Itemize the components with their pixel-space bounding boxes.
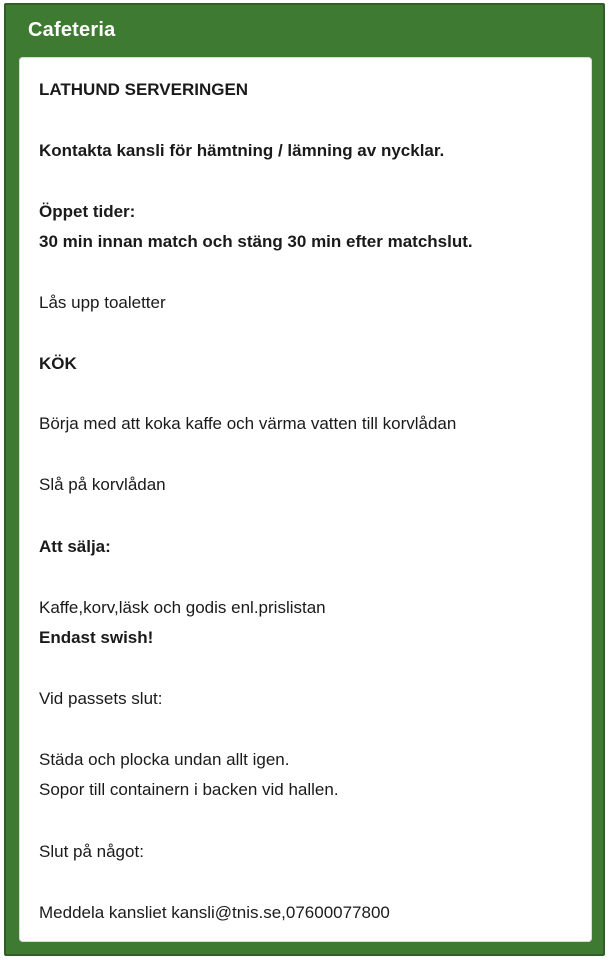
cafeteria-panel xyxy=(4,3,605,956)
sell-items-text: Kaffe,korv,läsk och godis enl.prislistan xyxy=(39,598,326,617)
kitchen-heading: KÖK xyxy=(39,354,77,373)
keys-instruction: Kontakta kansli för hämtning / lämning av nycklar. xyxy=(39,141,445,160)
shift-end-text: Vid passets slut: xyxy=(39,689,163,708)
instructions-card xyxy=(19,57,592,942)
unlock-toilets-text: Lås upp toaletter xyxy=(39,293,166,312)
heading-lathund: LATHUND SERVERINGEN xyxy=(39,80,249,99)
panel-title: Cafeteria xyxy=(28,19,116,41)
out-of-something-text: Slut på något: xyxy=(39,842,144,861)
sausage-box-instruction: Slå på korvlådan xyxy=(39,475,166,494)
trash-instruction: Sopor till containern i backen vid hallen. xyxy=(39,780,339,799)
opening-hours-text: 30 min innan match och stäng 30 min efter matchslut. xyxy=(39,232,473,251)
sell-heading: Att sälja: xyxy=(39,537,111,556)
opening-hours-label: Öppet tider: xyxy=(39,202,136,221)
swish-only-text: Endast swish! xyxy=(39,628,154,647)
clean-instruction: Städa och plocka undan allt igen. xyxy=(39,750,290,769)
contact-text: Meddela kansliet kansli@tnis.se,07600077800 xyxy=(39,903,390,922)
coffee-instruction: Börja med att koka kaffe och värma vatten till korvlådan xyxy=(39,414,457,433)
